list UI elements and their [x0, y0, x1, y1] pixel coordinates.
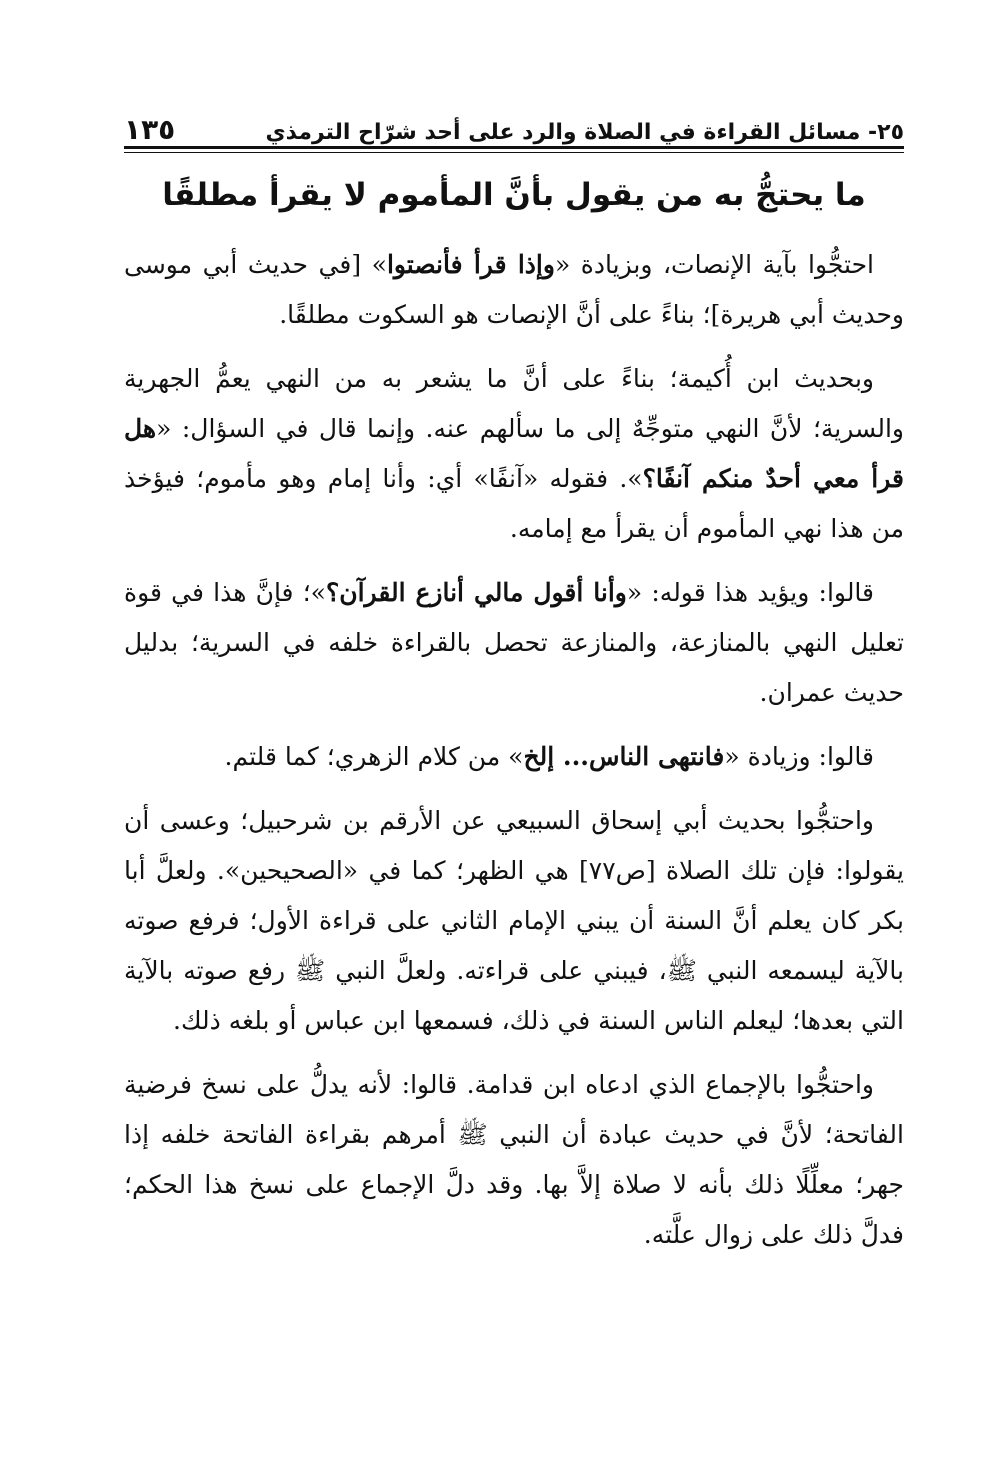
page-number: ١٣٥ [124, 113, 176, 146]
running-head: ٢٥- مسائل القراءة في الصلاة والرد على أحد شرّاح الترمذي [265, 120, 904, 145]
paragraph-3: قالوا: ويؤيد هذا قوله: «وأنا أقول مالي أنازع القرآن؟»؛ فإنَّ هذا في قوة تعليل النهي بالمنازعة، والمنازعة تحصل بالقراءة خلفه في السرية؛ بدليل حديث عمران. [124, 578, 904, 707]
section-title: ما يحتجُّ به من يقول بأنَّ المأموم لا يقرأ مطلقًا [162, 177, 866, 213]
header-rule-thick [124, 146, 904, 149]
paragraph-5: واحتجُّوا بحديث أبي إسحاق السبيعي عن الأرقم بن شرحبيل؛ وعسى أن يقولوا: فإن تلك الصلاة [ص٧٧] هي الظهر؛ كما في «الصحيحين». ولعلَّ أبا بكر كان يعلم أنَّ السنة أن يبني الإمام الثاني على قراءة الأول؛ فرفع صوته بالآية ليسمعه النبي ﷺ، فيبني على قراءته. ولعلَّ النبي ﷺ رفع صوته بالآية التي بعدها؛ ليعلم الناس السنة في ذلك، فسمعها ابن عباس أو بلغه ذلك. [124, 806, 904, 1035]
header-rule-thin [124, 152, 904, 153]
paragraph-1: احتجُّوا بآية الإنصات، وبزيادة «وإذا قرأ فأنصتوا» [في حديث أبي موسى وحديث أبي هريرة]؛ بناءً على أنَّ الإنصات هو السكوت مطلقًا. [124, 250, 904, 329]
page-header [124, 104, 904, 144]
paragraph-2: وبحديث ابن أُكيمة؛ بناءً على أنَّ ما يشعر به من النهي يعمُّ الجهرية والسرية؛ لأنَّ النهي متوجِّهٌ إلى ما سألهم عنه. وإنما قال في السؤال: «هل قرأ معي أحدٌ منكم آنفًا؟». فقوله «آنفًا» أي: وأنا إمام وهو مأموم؛ فيؤخذ من هذا نهي المأموم أن يقرأ مع إمامه. [124, 364, 904, 543]
body-text [124, 240, 904, 1274]
paragraph-4: قالوا: وزيادة «فانتهى الناس... إلخ» من كلام الزهري؛ كما قلتم. [224, 742, 874, 771]
paragraph-6: واحتجُّوا بالإجماع الذي ادعاه ابن قدامة. قالوا: لأنه يدلُّ على نسخ فرضية الفاتحة؛ لأنَّ في حديث عبادة أن النبي ﷺ أمرهم بقراءة الفاتحة خلفه إذا جهر؛ معلِّلًا ذلك بأنه لا صلاة إلاَّ بها. وقد دلَّ الإجماع على نسخ هذا الحكم؛ فدلَّ ذلك على زوال علَّته. [124, 1070, 904, 1249]
